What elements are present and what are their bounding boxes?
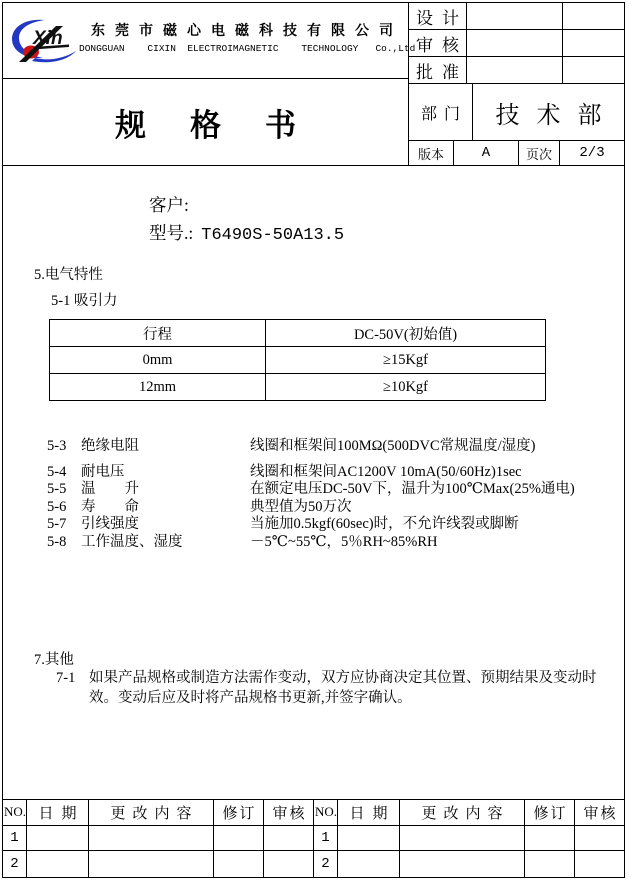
spec-name: 引线强度 (81, 516, 139, 532)
header-left (3, 3, 416, 165)
spec-no: 5-5 (47, 481, 67, 497)
cixin-logo-graphic (9, 16, 79, 64)
rev-row1-no: 1 (314, 826, 338, 852)
col-revise-header: 修订 (214, 800, 264, 826)
spec-item-5-4 (47, 464, 575, 482)
col-no-header: NO. (314, 800, 338, 826)
traction-row-0mm (50, 347, 546, 374)
col-date-header: 日期 (338, 800, 400, 826)
page-number-label: 页次 (519, 141, 560, 165)
spec-item-5-5 (47, 481, 575, 499)
spec-value: 当施加0.5kgf(60sec)时，不允许线裂或脚断 (250, 516, 519, 532)
model-line (149, 220, 344, 245)
spec-value: 线圈和框架间AC1200V 10mA(50/60Hz)1sec (250, 463, 522, 480)
company-name-en: DONGGUAN CIXIN ELECTROIMAGNETIC TECHNOLOGY Co.,Ltd (79, 43, 416, 54)
col-check-header: 审核 (264, 800, 313, 826)
force-12mm: ≥10Kgf (266, 374, 546, 401)
section5-1-title: 5-1 吸引力 (51, 293, 118, 309)
rev-row1-revise (214, 826, 264, 852)
traction-table (49, 319, 546, 401)
department-value: 技术部 (495, 102, 619, 129)
spec-no: 5-6 (47, 498, 67, 515)
spec-value: 典型值为50万次 (250, 498, 352, 515)
rev-row1-no: 1 (3, 826, 27, 852)
rev-row2-revise (525, 851, 575, 877)
spec-name: 温 升 (81, 481, 139, 497)
rev-row1-content (89, 826, 214, 852)
design-label: 设计 (409, 3, 467, 29)
version-row (409, 141, 624, 165)
spec-no: 5-3 (47, 438, 67, 454)
header-approval-table (409, 3, 624, 165)
rev-row1-check (575, 826, 624, 852)
rev-row2-date (27, 851, 89, 877)
col-content-header: 更改内容 (89, 800, 214, 826)
approve-row (409, 57, 624, 84)
col-content-header: 更改内容 (400, 800, 525, 826)
rev-row2-content (89, 851, 214, 877)
section7-1-text (89, 668, 597, 708)
spec-name: 绝缘电阻 (81, 438, 139, 454)
logo-text: Xin (33, 28, 63, 49)
version-label: 版本 (409, 141, 454, 165)
section7-1 (56, 668, 597, 708)
spec-value: 在额定电压DC-50V下，温升为100℃Max(25%通电) (250, 481, 575, 497)
rev-row1-date (27, 826, 89, 852)
department-row (409, 84, 624, 141)
company-block (3, 3, 416, 79)
spec-item-5-6 (47, 499, 575, 517)
spec-no: 5-4 (47, 463, 67, 480)
spec-value: －5℃~55℃，5％RH~85%RH (250, 533, 438, 550)
col-revise-header: 修订 (525, 800, 575, 826)
document-body (3, 166, 624, 799)
document-frame (2, 2, 625, 878)
force-0mm: ≥15Kgf (266, 347, 546, 374)
model-label: 型号.: (149, 223, 194, 243)
stroke-0mm: 0mm (50, 347, 266, 374)
traction-header-row (50, 320, 546, 347)
company-name-block (79, 20, 416, 54)
spec-value: 线圈和框架间100MΩ(500DVC常规温度/湿度) (250, 438, 536, 454)
traction-col-dc50v: DC-50V(初始值) (266, 320, 546, 347)
rev-row1-revise (525, 826, 575, 852)
section5-title: 5.电气特性 (34, 267, 103, 283)
spec-name: 耐电压 (81, 463, 125, 480)
spec-item-5-8 (47, 534, 575, 552)
rev-row1-content (400, 826, 525, 852)
rev-row2-check (575, 851, 624, 877)
rev-row1-check (264, 826, 313, 852)
spec-item-5-7 (47, 516, 575, 534)
version-value: A (454, 141, 519, 165)
col-check-header: 审核 (575, 800, 624, 826)
company-logo-icon (9, 16, 79, 69)
spec-item-5-3 (47, 438, 575, 456)
spec-name: 工作温度、湿度 (81, 533, 183, 550)
document-title: 规格书 (115, 107, 340, 143)
design-name-cell (467, 3, 563, 29)
col-no-header: NO. (3, 800, 27, 826)
rev-row2-revise (214, 851, 264, 877)
design-row (409, 3, 624, 30)
traction-col-stroke: 行程 (50, 320, 266, 347)
rev-row2-check (264, 851, 313, 877)
design-sign-cell (563, 3, 624, 29)
rev-row2-no: 2 (3, 851, 27, 877)
page-number-value: 2/3 (579, 145, 605, 161)
traction-row-12mm (50, 374, 546, 401)
section7-1-no: 7-1 (56, 670, 76, 686)
spec-name: 寿 命 (81, 498, 139, 515)
section7-1-line2: 效。变动后应及时将产品规格书更新,并签字确认。 (89, 690, 412, 706)
section7-1-line1: 如果产品规格或制造方法需作变动，双方应协商决定其位置、预期结果及变动时 (89, 670, 597, 686)
revision-table-left (3, 800, 314, 877)
section7-title: 7.其他 (34, 652, 74, 668)
approve-sign-cell (563, 57, 624, 83)
review-sign-cell (563, 30, 624, 56)
review-label: 审核 (409, 30, 467, 56)
stroke-12mm: 12mm (50, 374, 266, 401)
spec-no: 5-7 (47, 516, 67, 532)
rev-row1-date (338, 826, 400, 852)
spec-list (47, 438, 575, 551)
company-name-cn: 东莞市磁心电磁科技有限公司 (91, 24, 403, 39)
revision-table-right (314, 800, 624, 877)
document-header (3, 3, 624, 166)
review-row (409, 30, 624, 57)
spec-no: 5-8 (47, 533, 67, 550)
review-name-cell (467, 30, 563, 56)
customer-line: 客户: (149, 195, 189, 215)
approve-label: 批准 (409, 57, 467, 83)
col-date-header: 日期 (27, 800, 89, 826)
title-block (3, 79, 408, 165)
model-value: T6490S-50A13.5 (201, 226, 345, 245)
revision-table (3, 799, 624, 877)
rev-row2-no: 2 (314, 851, 338, 877)
rev-row2-content (400, 851, 525, 877)
department-label: 部门 (409, 84, 473, 140)
rev-row2-date (338, 851, 400, 877)
approve-name-cell (467, 57, 563, 83)
